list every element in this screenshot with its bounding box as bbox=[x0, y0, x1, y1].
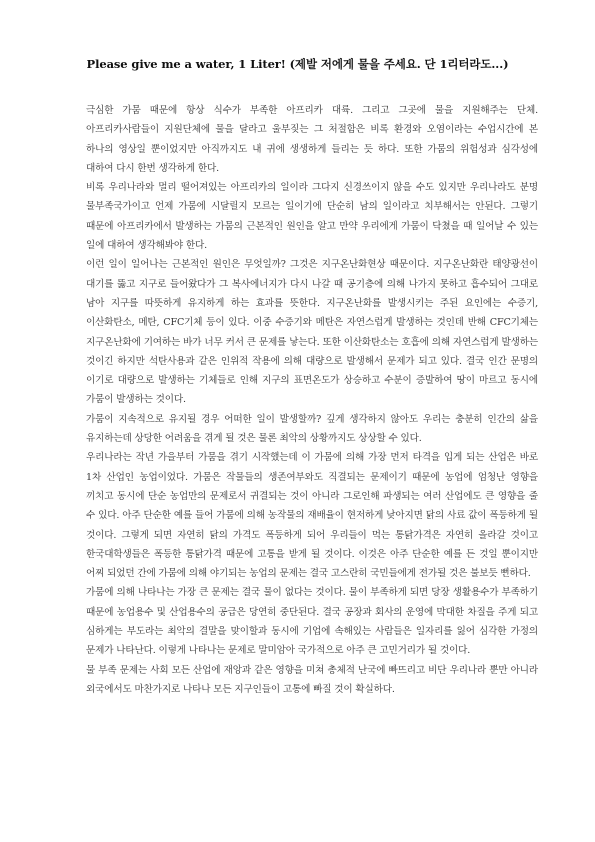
paragraph-5: 우리나라는 작년 가을부터 가뭄을 겪기 시작했는데 이 가뭄에 의해 가장 먼저 타격을 입게 되는 산업은 바로 1차 산업인 농업이었다. 가뭄은 작물들의 생존여부와도 직결되는 문제이기 때문에 농업에 엄청난 영향을 끼치고 동시에 단순 농업만의 문제로서 귀결되는 것이 아니라 그로인해 파생되는 여러 산업에도 큰 영향을 줄 수 있다. 아주 단순한 예를 들어 가뭄에 의해 농작물의 재배율이 현저하게 낮아지면 닭의 사료 값이 폭등하게 될 것이다. 그렇게 되면 자연히 닭의 가격도 폭등하게 되어 우리들이 먹는 통닭가격은 자연히 올라갈 것이고 한국대학생들은 폭등한 통닭가격 때문에 고통을 받게 될 것이다. 이것은 아주 단순한 예를 든 것일 뿐이지만 어찌 되었던 간에 가뭄에 의해 야기되는 농업의 문제는 결국 고스란히 국민들에게 전가될 것은 불보듯 뻔하다. bbox=[86, 452, 538, 580]
document-body bbox=[86, 101, 538, 699]
paragraph-3: 이런 일이 일어나는 근본적인 원인은 무엇일까? 그것은 지구온난화현상 때문이다. 지구온난화란 태양광선이 대기를 뚫고 지구로 들어왔다가 그 복사에너지가 다시 나갈 때 공기층에 의해 나가지 못하고 흡수되어 그대로 남아 지구를 따뜻하게 유지하게 하는 효과를 뜻한다. 지구온난화를 발생시키는 주된 요인에는 수증기, 이산화탄소, 메탄, CFC기체 등이 있다. 이중 수증기와 메탄은 자연스럽게 발생하는 것인데 반해 CFC기체는 지구온난화에 기여하는 바가 너무 커서 큰 문제를 낳는다. 또한 이산화탄소는 호흡에 의해 자연스럽게 발생하는 것이긴 하지만 석탄사용과 같은 인위적 작용에 의해 대량으로 발생해서 문제가 되고 있다. 결국 인간 문명의 이기로 대량으로 발생하는 기체들로 인해 지구의 표면온도가 상승하고 수분이 증발하여 땅이 마르고 동시에 가뭄이 발생하는 것이다. bbox=[86, 259, 538, 406]
document-title: Please give me a water, 1 Liter! (제발 저에게 물을 주세요. 단 1리터라도...) bbox=[86, 57, 509, 71]
paragraph-4: 가뭄이 지속적으로 유지될 경우 어떠한 일이 발생할까? 깊게 생각하지 않아도 우리는 충분히 인간의 삶을 유지하는데 상당한 어려움을 겪게 될 것은 물론 최악의 상황까지도 상상할 수 있다. bbox=[86, 413, 538, 445]
paragraph-2: 비록 우리나라와 멀리 떨어져있는 아프리카의 일이라 그다지 신경쓰이지 않을 수도 있지만 우리나라도 분명 물부족국가이고 언제 가뭄에 시달릴지 모르는 일이기에 단순히 남의 일이라고 치부해서는 안된다. 그렇기 때문에 아프리카에서 발생하는 가뭄의 근본적인 원인을 알고 만약 우리에게 가뭄이 닥쳤을 때 일어날 수 있는 일에 대하여 생각해봐야 한다. bbox=[86, 182, 538, 252]
paragraph-7: 물 부족 문제는 사회 모든 산업에 재앙과 같은 영향을 미쳐 총체적 난국에 빠뜨리고 비단 우리나라 뿐만 아니라 외국에서도 마찬가지로 나타나 모든 지구인들이 고통에 빠질 것이 확실하다. bbox=[86, 664, 538, 695]
paragraph-1: 극심한 가뭄 때문에 항상 식수가 부족한 아프리카 대륙. 그리고 그곳에 물을 지원해주는 단체. 아프리카사람들이 지원단체에 물을 달라고 울부짖는 그 처절함은 비록 환경와 오염이라는 수업시간에 본 하나의 영상일 뿐이었지만 아직까지도 내 귀에 생생하게 들리는 듯 하다. 또한 가뭄의 위험성과 심각성에 대하여 다시 한번 생각하게 한다. bbox=[86, 105, 538, 174]
paragraph-6: 가뭄에 의해 나타나는 가장 큰 문제는 결국 물이 없다는 것이다. 물이 부족하게 되면 당장 생활용수가 부족하기 때문에 농업용수 및 산업용수의 공급은 당연히 중단된다. 결국 공장과 회사의 운영에 막대한 차질을 주게 되고 심하게는 부도라는 최악의 결말을 맞이할과 동시에 기업에 속해있는 사람들은 일자리를 잃어 심각한 가정의 문제가 나타난다. 이렇게 나타나는 문제로 말미암아 국가적으로 아주 큰 고민거리가 될 것이다. bbox=[86, 587, 538, 657]
